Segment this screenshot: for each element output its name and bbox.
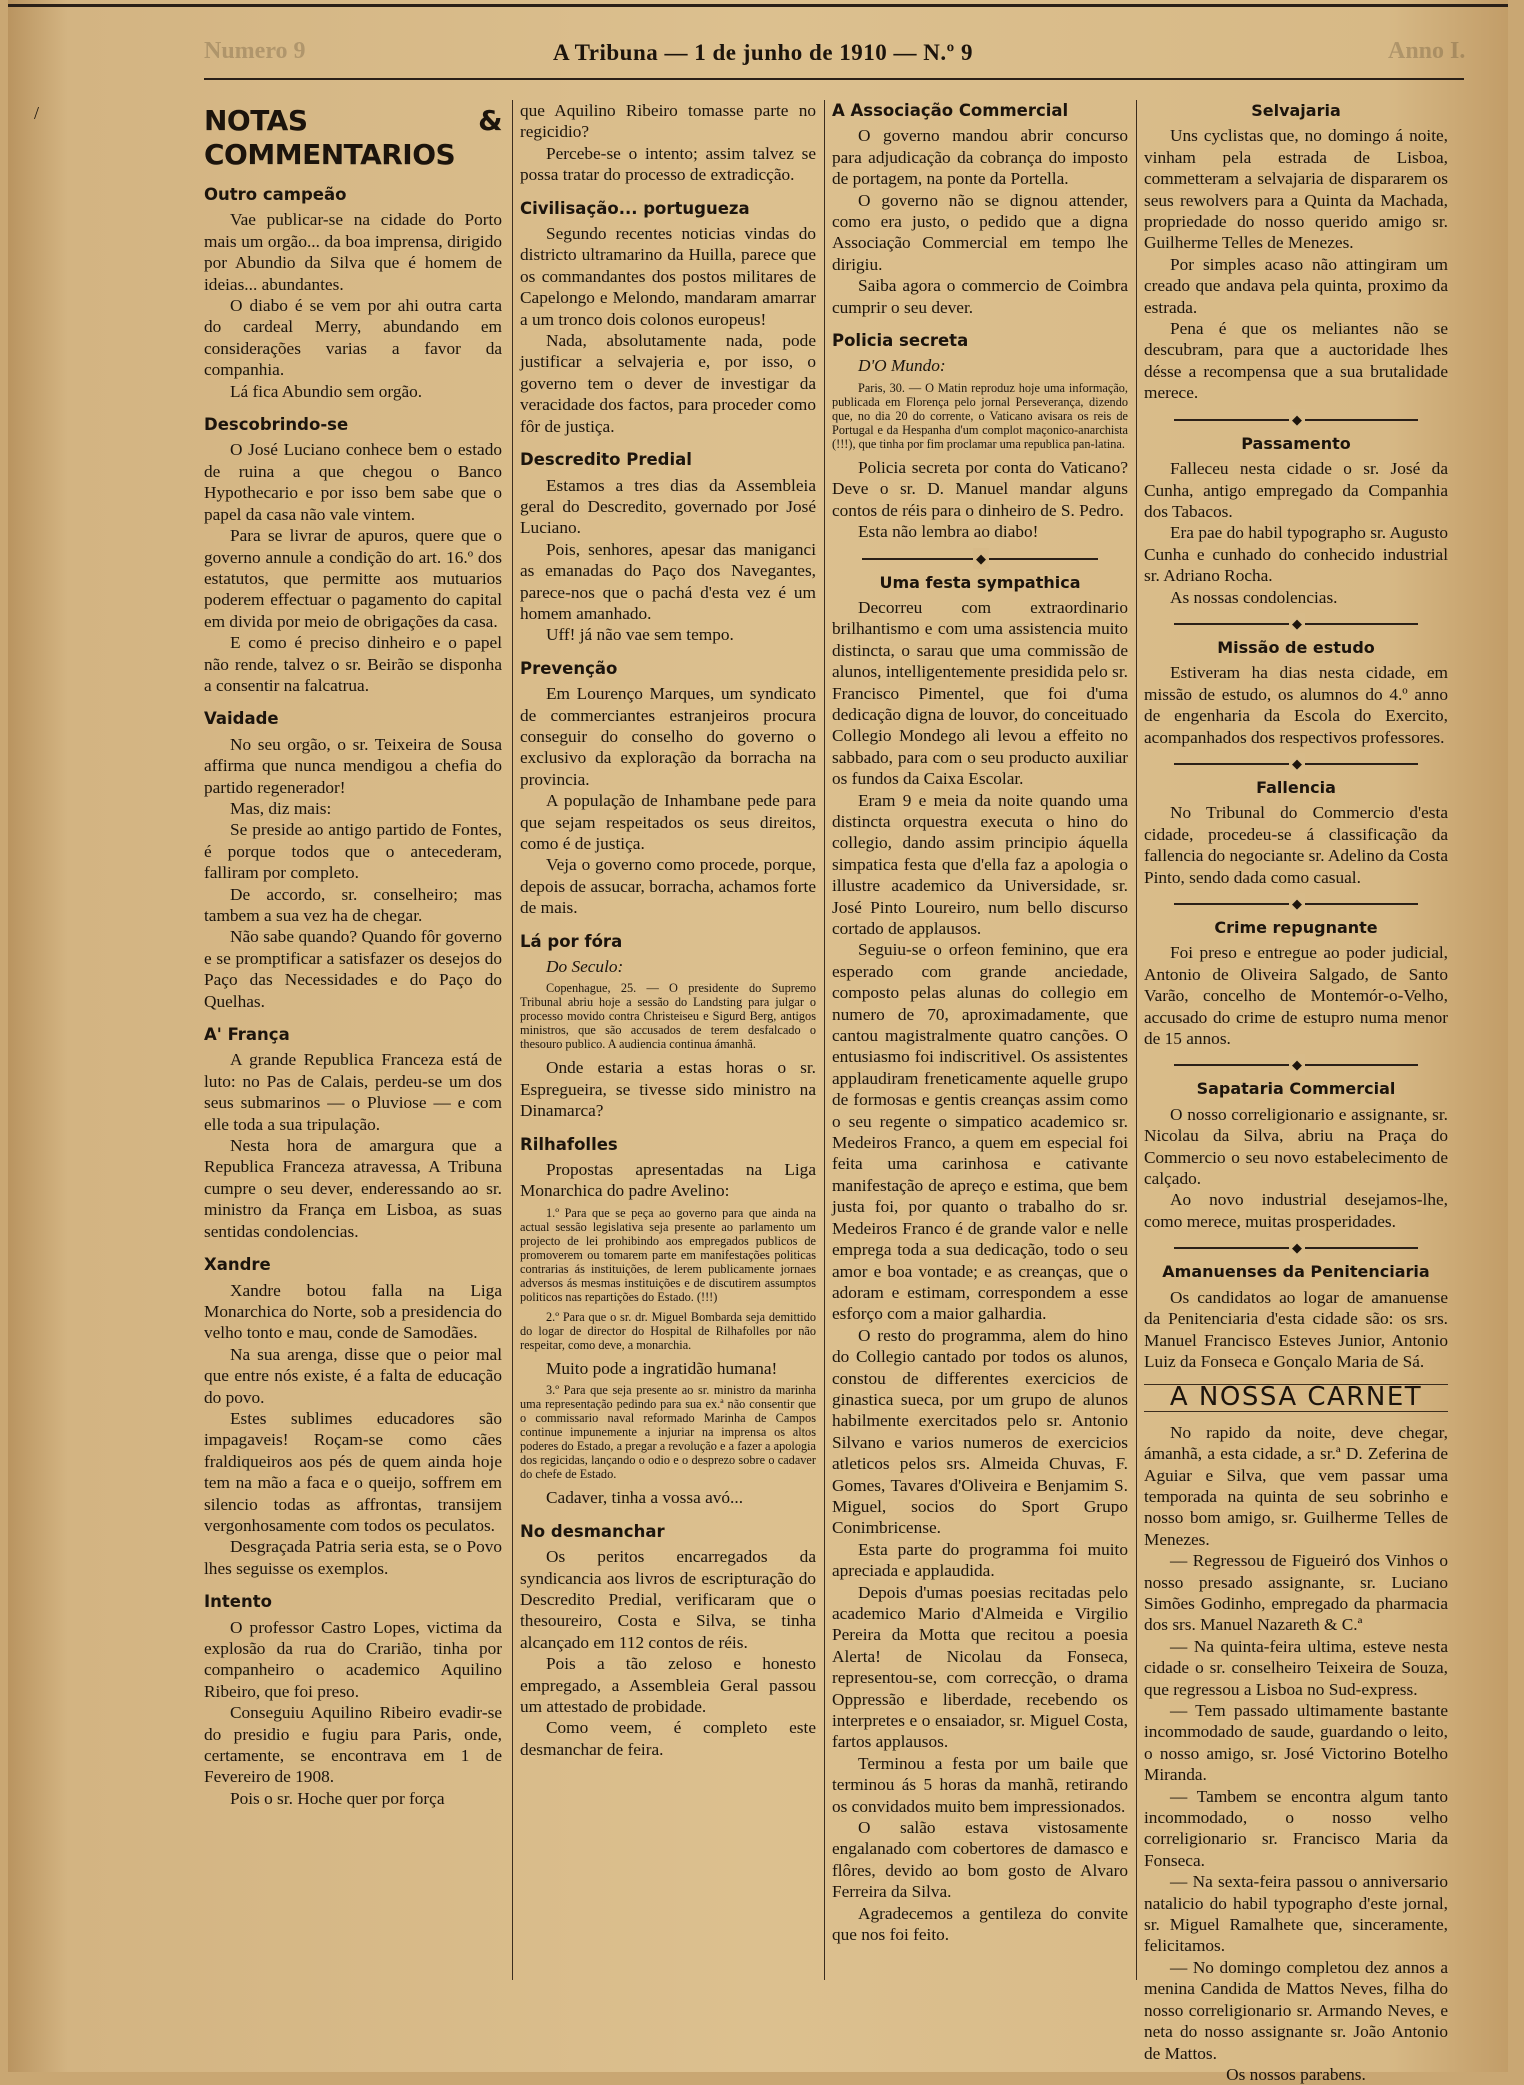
paragraph: De accordo, sr. conselheiro; mas tambem a sua vez ha de chegar. — [204, 884, 502, 925]
paragraph: Muito pode a ingratidão humana! — [546, 1358, 778, 1378]
paragraph: Pois a tão zeloso e honesto empregado, a Assembleia Geral passou um attestado de probidade. — [520, 1654, 816, 1716]
quoted-dispatch: Paris, 30. — O Matin reproduz hoje uma informação, publicada em Florença pelo jornal Perseverança, dizendo que, no dia 20 do corrente, o Vaticano avisara os reis de Portugal e da Hespanha d'um complot maçonico-anarchista (!!!), que tinha por fim proclamar uma republica pan-latina. — [832, 380, 1128, 451]
article-heading: Missão de estudo — [1217, 637, 1375, 657]
paragraph: Uff! já não vae sem tempo. — [546, 625, 734, 645]
paragraph: Na sua arenga, disse que o peior mal que entre nós existe, é a falta de educação do povo. — [204, 1344, 502, 1407]
paragraph: Decorreu com extraordinario brilhantismo e com uma assistencia muito distincta, o sarau que uma commissão de alunos, intelligentemente presidida pelo sr. Francisco Pimentel, que foi d'uma dedicação digna de louvor, do conceituado Collegio Mondego ali levou a effeito no sabbado, para com o seu producto auxiliar os fundos da Caixa Escolar. — [832, 597, 1128, 789]
article-heading: Lá por fóra — [520, 931, 623, 951]
paragraph: Agradecemos a gentileza do convite que nos foi feito. — [832, 1903, 1128, 1945]
paragraph: Seguiu-se o orfeon feminino, que era esperado com grande anciedade, composto pelas alunas do collegio em numero de 70, aproximadamente, que cantou magistralmente quatro canções. O entusiasmo foi indiscritivel. Os assistentes applaudiram freneticamente aquelle grupo de formosas e gentis creanças assim como o seu regente o simpatico academico sr. Medeiros Franco, a quem em especial foi feita uma carinhosa e cativante manifestação de apreço e estima, que bem justa foi, por quanto o trabalho do sr. Medeiros Franco é de grande valor e nelle emprega toda a sua dedicação, todo o seu amor e boa vontade; e as creanças, que o adoram e estimam, correspondem a esse esforço com a maior galhardia. — [832, 940, 1128, 1324]
paragraph: Para se livrar de apuros, quere que o governo annule a condição do art. 16.º dos estatutos, que permitte aos mutuarios poderem effectuar o pagamento do capital em divida por meio de obrigações da casa. — [204, 526, 502, 631]
paragraph: Se preside ao antigo partido de Fontes, é porque todos que o antecederam, falliram por completo. — [204, 820, 502, 883]
article-heading: Descredito Predial — [520, 450, 692, 470]
quoted-proposal: 2.º Para que o sr. dr. Miguel Bombarda seja demittido do logar de director do Hospital de Rilhafolles por não respeitar, como deve, a monarchia. — [520, 1309, 816, 1352]
ornamental-divider — [862, 553, 1099, 564]
paragraph: Estamos a tres dias da Assembleia geral do Descredito, governado por José Luciano. — [520, 475, 816, 538]
column-4 — [1144, 100, 1448, 2084]
paragraph: A população de Inhambane pede para que sejam respeitados os seus direitos, como é de justiça. — [520, 791, 816, 853]
column-1 — [204, 100, 502, 1980]
article-heading: Fallencia — [1256, 777, 1336, 797]
paragraph: Xandre botou falla na Liga Monarchica do Norte, sob a presidencia do velho tonto e mau, conde de Samodães. — [204, 1280, 502, 1343]
section-heading-carnet: A NOSSA CARNET — [1144, 1384, 1448, 1411]
ghost-text-right: Anno I. — [1388, 38, 1466, 64]
paragraph: Como veem, é completo este desmanchar de feira. — [520, 1718, 816, 1759]
article-heading: Selvajaria — [1251, 101, 1341, 120]
header-rule — [204, 78, 1464, 80]
section-main-title: NOTAS & COMMENTARIOS — [204, 104, 502, 171]
paragraph: Lá fica Abundio sem orgão. — [230, 381, 423, 401]
article-heading: Rilhafolles — [520, 1134, 618, 1154]
paragraph: Percebe-se o intento; assim talvez se possa tratar do processo de extradicção. — [520, 143, 816, 185]
paragraph: Os candidatos ao logar de amanuense da Penitenciaria d'esta cidade são: os srs. Manuel Francisco Esteves Junior, Antonio Luiz da Fonseca e Gonçalo Maria de Sá. — [1144, 1287, 1448, 1371]
newspaper-page — [8, 0, 1508, 2084]
paragraph: Esta não lembra ao diabo! — [858, 522, 1039, 542]
ornamental-divider — [1174, 1242, 1417, 1253]
article-heading: Descobrindo-se — [204, 415, 349, 435]
article-heading: Outro campeão — [204, 185, 347, 204]
paragraph: A grande Republica Franceza está de luto: no Pas de Calais, perdeu-se um dos seus submarinos — o Pluviose — e com elle toda a sua tripulação. — [204, 1050, 502, 1134]
paragraph: Estes sublimes educadores são impagaveis! Roçam-se como cães fraldiqueiros aos pés de quem ainda hoje tem na mão a faca e o queijo, soffrem em silencio todas as affrontas, transijem vergonhosamente com todos os peculatos. — [204, 1408, 502, 1535]
paragraph: O José Luciano conhece bem o estado de ruina a que chegou o Banco Hypothecario e por isso bem sabe que o papel da casa não vale vintem. — [204, 440, 502, 524]
ornamental-divider — [1174, 618, 1417, 629]
paragraph: O nosso correligionario e assignante, sr. Nicolau da Silva, abriu na Praça do Commercio o seu novo estabelecimento de calçado. — [1144, 1104, 1448, 1189]
paragraph: O governo não se dignou attender, como era justo, o pedido que a digna Associação Commercial em tempo lhe dirigiu. — [832, 190, 1128, 274]
paragraph: E como é preciso dinheiro e o papel não rende, talvez o sr. Beirão se disponha a consentir na falcatrua. — [204, 633, 502, 695]
paragraph: O professor Castro Lopes, victima da explosão da rua do Crarião, tinha por companheiro o academico Aquilino Ribeiro, que foi preso. — [204, 1617, 502, 1701]
article-heading: No desmanchar — [520, 1521, 665, 1541]
article-heading: A Associação Commercial — [832, 101, 1069, 120]
page-header: A Tribuna — 1 de junho de 1910 — N.º 9 — [552, 40, 974, 65]
paragraph: O salão estava vistosamente engalanado com cobertores de damasco e flôres, devido ao bom gosto de Alvaro Ferreira da Silva. — [832, 1818, 1128, 1902]
paragraph: — Na sexta-feira passou o anniversario natalicio do habil typographo d'este jornal, sr. Miguel Ramalhete que, sinceramente, felicitamos. — [1144, 1872, 1448, 1956]
paragraph: Desgraçada Patria seria esta, se o Povo lhes seguisse os exemplos. — [204, 1537, 502, 1578]
paragraph: O diabo é se vem por ahi outra carta do cardeal Merry, abundando em considerações varias a favor da companhia. — [204, 296, 502, 380]
ornamental-divider — [1174, 758, 1417, 769]
paragraph: Terminou a festa por um baile que terminou ás 5 horas da manhã, retirando os convidados muito bem impressionados. — [832, 1753, 1128, 1816]
paragraph: Policia secreta por conta do Vaticano? Deve o sr. D. Manuel mandar alguns contos de réis para o dinheiro de S. Pedro. — [832, 457, 1128, 520]
column-divider-3 — [1136, 100, 1137, 1980]
paragraph: Estiveram ha dias nesta cidade, em missão de estudo, os alumnos do 4.º anno de engenharia da Escola do Exercito, acompanhados dos respectivos professores. — [1144, 663, 1448, 747]
column-divider-2 — [824, 100, 825, 1980]
column-3 — [832, 100, 1128, 1980]
paragraph: Os peritos encarregados da syndicancia aos livros de escripturação do Descredito Predial, verificaram que o thesoureiro, Costa e Silva, se tinha alcançado em 112 contos de réis. — [520, 1547, 816, 1652]
margin-mark: / — [34, 103, 40, 123]
paragraph: Pois o sr. Hoche quer por força — [230, 1788, 445, 1808]
paragraph: Nesta hora de amargura que a Republica Franceza atravessa, A Tribuna cumpre o seu dever, enderessando ao sr. ministro da França em Lisboa, as suas sentidas condolencias. — [204, 1136, 502, 1241]
column-2 — [520, 100, 816, 1980]
paragraph: Foi preso e entregue ao poder judicial, Antonio de Oliveira Salgado, de Santo Varão, concelho de Montemór-o-Velho, accusado do crime de estupro numa menor de 15 annos. — [1144, 943, 1448, 1049]
paragraph: Eram 9 e meia da noite quando uma distincta orquestra executa o hino do collegio, dando assim principio áquella simpatica festa que d'ella faz a apologia o illustre academico da Universidade, sr. José Pinto Loureiro, num bello discurso cortado de applausos. — [832, 790, 1128, 938]
column-divider-1 — [512, 100, 513, 1980]
paragraph: Depois d'umas poesias recitadas pelo academico Mario d'Almeida e Virgilio Pereira da Motta que recitou a poesia Alerta! de Nicolau da Fonseca, representou-se, com correcção, o drama Oppressão e liberdade, recebendo os interpretes e o ensaiador, sr. Miguel Costa, fartos applausos. — [832, 1582, 1128, 1752]
paragraph: Falleceu nesta cidade o sr. José da Cunha, antigo empregado da Companhia dos Tabacos. — [1144, 459, 1448, 521]
paragraph: Pois, senhores, apesar das maniganci as emanadas do Paço dos Navegantes, parece-nos que o pachá d'esta vez é um homem amanhado. — [520, 539, 816, 623]
article-heading: Sapataria Commercial — [1196, 1079, 1396, 1099]
top-rule — [8, 4, 1508, 7]
paragraph: No seu orgão, o sr. Teixeira de Sousa affirma que nunca mendigou a chefia do partido regenerador! — [204, 734, 502, 797]
paragraph: Segundo recentes noticias vindas do districto ultramarino da Huilla, parece que os commandantes dos postos militares de Capelongo e Melondo, mandaram amarrar a um tronco dois colonos europeus! — [520, 224, 816, 329]
ornamental-divider — [1174, 898, 1417, 909]
paragraph: Cadaver, tinha a vossa avó... — [546, 1488, 744, 1508]
paragraph: No rapido da noite, deve chegar, ámanhã, a esta cidade, a sr.ª D. Zeferina de Aguiar e Silva, que vem passar uma temporada na quinta de seu sobrinho e nosso bom amigo, sr. Guilherme Telles de Menezes. — [1144, 1422, 1448, 1549]
paragraph: Esta parte do programma foi muito apreciada e applaudida. — [832, 1539, 1128, 1581]
paragraph: Veja o governo como procede, porque, depois de assucar, borracha, achamos forte de mais. — [520, 855, 816, 918]
article-heading: Vaidade — [204, 709, 279, 729]
paragraph: Não sabe quando? Quando fôr governo e se promptificar a satisfazer os desejos do Paço das Necessidades e do Paço do Quelhas. — [204, 927, 502, 1011]
paragraph: — Regressou de Figueiró dos Vinhos o nosso presado assignante, sr. Luciano Simões Godinho, empregado da pharmacia dos srs. Manuel Nazareth & C.ª — [1144, 1551, 1448, 1635]
article-heading: Amanuenses da Penitenciaria — [1162, 1262, 1430, 1282]
paragraph: As nossas condolencias. — [1170, 587, 1338, 607]
quoted-dispatch: Copenhague, 25. — O presidente do Supremo Tribunal abriu hoje a sessão do Landsting para julgar o processo movido contra Christeiseu e Sigurd Berg, antigos ministros, que são accusados de terem desfalcado o thesouro publico. A audiencia continua ámanhã. — [520, 981, 816, 1052]
paragraph: No Tribunal do Commercio d'esta cidade, procedeu-se á classificação da fallencia do negociante sr. Adelino da Costa Pinto, sendo dada como casual. — [1144, 803, 1448, 887]
article-heading: Passamento — [1241, 433, 1351, 453]
paragraph: — Na quinta-feira ultima, esteve nesta cidade o sr. conselheiro Teixeira de Souza, que regressou a Lisboa no Sud-express. — [1144, 1636, 1448, 1699]
ornamental-divider — [1174, 414, 1417, 425]
paragraph: — Tem passado ultimamente bastante incommodado de saude, guardando o leito, o nosso amigo, sr. José Victorino Botelho Miranda. — [1144, 1701, 1448, 1785]
paragraph: Nada, absolutamente nada, pode justificar a selvajeria e, por isso, o governo tem o dever de investigar da veracidade dos factos, para proceder como fôr de justiça. — [520, 331, 816, 436]
paragraph: Por simples acaso não attingiram um creado que andava pela quinta, proximo da estrada. — [1144, 254, 1448, 317]
article-heading: Prevenção — [520, 658, 618, 678]
paragraph: — Tambem se encontra algum tanto incommodado, o nosso velho correligionario sr. Francisco Maria da Fonseca. — [1144, 1786, 1448, 1870]
ghost-text-left: Numero 9 — [204, 38, 306, 64]
paragraph: O resto do programma, alem do hino do Collegio cantado por todos os alunos, constou de differentes exercicios de ginastica sueca, por um grupo de alunos habilmente exercitados pelo sr. Antonio Silvano e varios numeros de exercicios atleticos pelos srs. Almeida Chuvas, F. Gomes, Tavares d'Oliveira e Benjamim S. Miguel, socios do Sport Grupo Conimbricense. — [832, 1325, 1128, 1538]
article-heading: Xandre — [204, 1255, 271, 1275]
article-heading: Uma festa sympathica — [879, 572, 1081, 592]
article-heading: A' França — [204, 1025, 290, 1045]
paragraph: Era pae do habil typographo sr. Augusto Cunha e cunhado do conhecido industrial sr. Adriano Rocha. — [1144, 523, 1448, 586]
paragraph: Onde estaria a estas horas o sr. Espregueira, se tivesse sido ministro na Dinamarca? — [520, 1058, 816, 1121]
quoted-proposal: 1.º Para que se peça ao governo para que ainda na actual sessão legislativa seja presente ao parlamento um projecto de lei prohibindo aos empregados publicos de promoverem ou tomarem parte em manifestações politicas contrarias ás instituições, de lerem publicamente jornaes adversos ás mesmas instituições e de discutirem assumptos politicos nas repartições do Estado. (!!!) — [520, 1205, 816, 1304]
paragraph: Ao novo industrial desejamos-lhe, como merece, muitas prosperidades. — [1144, 1190, 1448, 1231]
quote-source: D'O Mundo: — [858, 356, 946, 376]
article-heading: Crime repugnante — [1214, 918, 1378, 937]
article-heading: Civilisação... portugueza — [520, 198, 750, 218]
closing-line: Os nossos parabens. — [1226, 2064, 1366, 2084]
paragraph: Mas, diz mais: — [230, 798, 332, 818]
paragraph: — No domingo completou dez annos a menina Candida de Mattos Neves, filha do nosso correligionario sr. Armando Neves, e neta do nosso assignante sr. João Antonio de Mattos. — [1144, 1957, 1448, 2063]
paragraph: Propostas apresentadas na Liga Monarchica do padre Avelino: — [520, 1160, 816, 1201]
article-heading: Policia secreta — [832, 331, 969, 351]
paragraph: Conseguiu Aquilino Ribeiro evadir-se do presidio e fugiu para Paris, onde, certamente, se encontrava em 1 de Fevereiro de 1908. — [204, 1703, 502, 1787]
paragraph: Saiba agora o commercio de Coimbra cumprir o seu dever. — [832, 276, 1128, 317]
paragraph: Vae publicar-se na cidade do Porto mais um orgão... da boa imprensa, dirigido por Abundio da Silva que é homem de ideias... abundantes. — [204, 210, 502, 294]
paragraph: Uns cyclistas que, no domingo á noite, vinham pela estrada de Lisboa, commetteram a selvajaria de dispararem os seus rewolvers para a Quinta da Machada, propriedade do nosso querido amigo sr. Guilherme Telles de Menezes. — [1144, 126, 1448, 253]
article-heading: Intento — [204, 1592, 272, 1612]
paragraph: O governo mandou abrir concurso para adjudicação da cobrança do imposto de portagem, na ponte da Portella. — [832, 126, 1128, 189]
quote-source: Do Seculo: — [546, 957, 624, 977]
paragraph: Pena é que os meliantes não se descubram, para que a auctoridade lhes désse a recompensa que a sua brutalidade merece. — [1144, 319, 1448, 403]
paragraph: que Aquilino Ribeiro tomasse parte no regicidio? — [520, 101, 816, 142]
paragraph: Em Lourenço Marques, um syndicato de commerciantes estranjeiros procura conseguir do conselho do governo o exclusivo da exploração da borracha na provincia. — [520, 684, 816, 789]
quoted-proposal: 3.º Para que seja presente ao sr. ministro da marinha uma representação pedindo para sua ex.ª não consentir que o commissario naval reformado Marinha de Campos continue impunemente a injuriar na imprensa os altos poderes do Estado, a pregar a revolução e a fazer a apologia dos regicidas, lançando o odio e o desprezo sobre o cadaver do chefe de Estado. — [520, 1383, 816, 1482]
ornamental-divider — [1174, 1059, 1417, 1070]
